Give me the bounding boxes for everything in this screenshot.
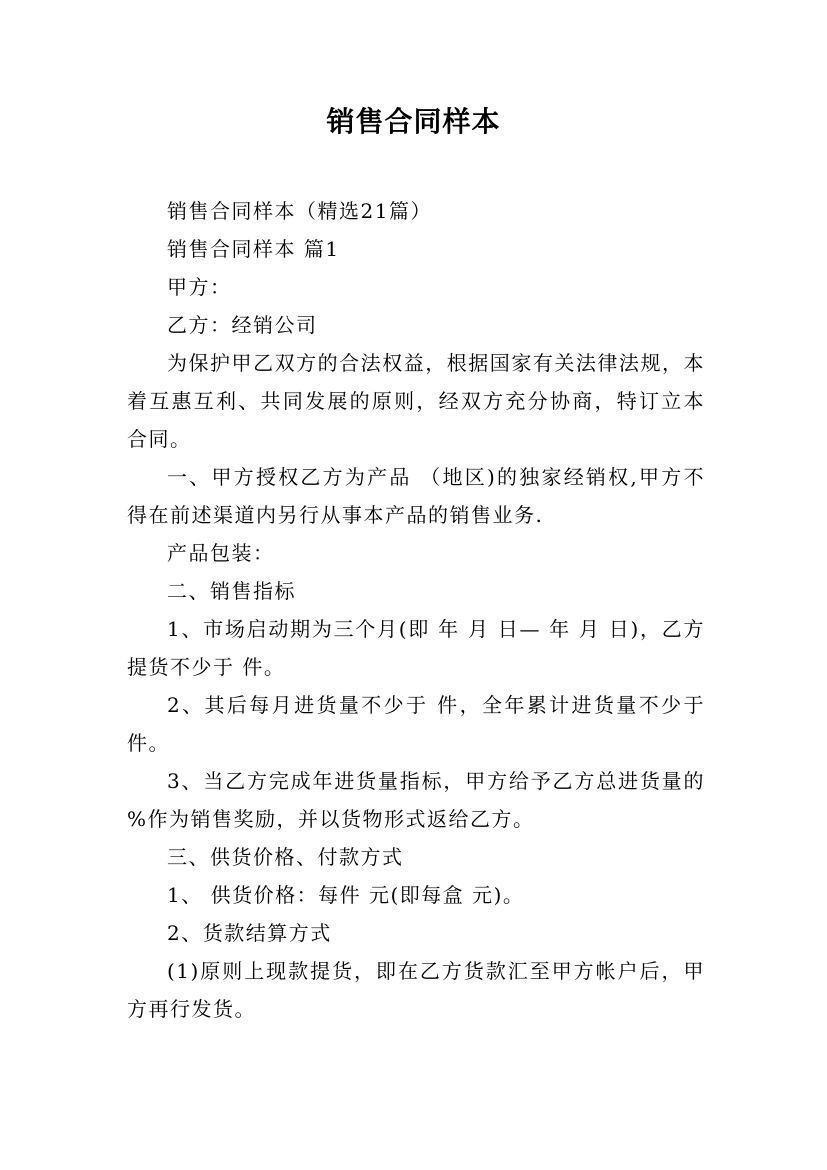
document-title: 销售合同样本 — [326, 105, 501, 138]
document-body — [127, 192, 705, 1028]
paragraph: 一、甲方授权乙方为产品 （地区)的独家经销权,甲方不得在前述渠道内另行从事本产品的销售业务. — [127, 465, 705, 527]
paragraph: 1、 供货价格：每件 元(即每盒 元)。 — [167, 883, 525, 907]
paragraph: 销售合同样本 篇1 — [167, 237, 340, 261]
paragraph: 甲方： — [167, 275, 232, 299]
paragraph: 乙方：经销公司 — [167, 313, 318, 337]
paragraph: 3、当乙方完成年进货量指标，甲方给予乙方总进货量的 %作为销售奖励，并以货物形式返给乙方。 — [127, 769, 705, 831]
paragraph: 销售合同样本（精选21篇） — [167, 199, 432, 223]
paragraph: 为保护甲乙双方的合法权益，根据国家有关法律法规，本着互惠互利、共同发展的原则，经双方充分协商，特订立本合同。 — [127, 351, 705, 451]
paragraph: 2、其后每月进货量不少于 件，全年累计进货量不少于 件。 — [127, 693, 705, 755]
paragraph: 2、货款结算方式 — [167, 921, 332, 945]
paragraph: 三、供货价格、付款方式 — [167, 845, 404, 869]
paragraph: 二、销售指标 — [167, 579, 296, 603]
paragraph: 1、市场启动期为三个月(即 年 月 日— 年 月 日)，乙方提货不少于 件。 — [127, 617, 705, 679]
paragraph: (1)原则上现款提货，即在乙方货款汇至甲方帐户后，甲方再行发货。 — [127, 959, 705, 1021]
paragraph: 产品包装： — [167, 541, 275, 565]
